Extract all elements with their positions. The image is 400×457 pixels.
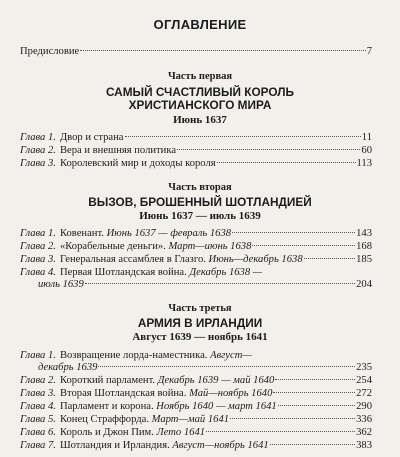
chapter-title: «Корабельные деньги».	[59, 241, 166, 252]
toc-entry[interactable]	[20, 388, 372, 400]
chapter-title: Ковенант.	[59, 228, 104, 239]
page-number: 168	[356, 241, 372, 252]
chapter-number: Глава 2.	[20, 375, 56, 386]
chapter-date: Декабрь 1638 —	[189, 267, 263, 278]
part-title: АРМИЯ В ИРЛАНДИИ	[137, 316, 263, 330]
part-dates: Июнь 1637 — июль 1639	[139, 210, 261, 222]
chapter-number: Глава 2.	[20, 145, 56, 156]
leader-dots	[125, 136, 361, 137]
chapter-date: Март—май 1641	[151, 414, 230, 425]
chapter-date-continued: июль 1639	[38, 279, 84, 290]
chapter-date: Июнь—декабрь 1638	[208, 254, 303, 265]
chapter-number: Глава 4.	[20, 401, 56, 412]
leader-dots	[304, 258, 355, 259]
chapter-date: Лето 1641	[156, 427, 206, 438]
part-label: Часть первая	[167, 71, 233, 82]
leader-dots	[273, 392, 355, 393]
chapter-title: Вера и внешняя политика	[59, 145, 177, 156]
chapter-date: Май—ноябрь 1640	[189, 388, 273, 399]
page-number: 235	[356, 362, 372, 373]
part-label: Часть третья	[168, 303, 232, 314]
page-number: 60	[361, 145, 372, 156]
toc-entry[interactable]	[20, 132, 372, 144]
chapter-number: Глава 5.	[20, 414, 56, 425]
page-number: 11	[361, 132, 372, 143]
part-label: Часть вторая	[168, 182, 232, 193]
chapter-title: Генеральная ассамблея в Глазго.	[59, 254, 206, 265]
leader-dots	[177, 149, 360, 150]
chapter-title: Возвращение лорда-наместника.	[59, 350, 208, 361]
chapter-number: Глава 6.	[20, 427, 56, 438]
leader-dots	[270, 444, 355, 445]
page-number: 290	[356, 401, 372, 412]
chapter-date-continued: декабрь 1639	[38, 362, 98, 373]
toc-entry[interactable]	[20, 375, 372, 387]
leader-dots	[85, 283, 355, 284]
toc-entry[interactable]	[20, 228, 372, 240]
leader-dots	[80, 50, 365, 51]
chapter-title: Первая Шотландская война.	[59, 267, 187, 278]
page-number: 336	[356, 414, 372, 425]
chapter-date: Август—ноябрь 1641	[172, 440, 269, 451]
toc-entry[interactable]	[20, 414, 372, 426]
chapter-number: Глава 3.	[20, 158, 56, 169]
entry-label: Предисловие	[20, 46, 80, 57]
part-title: ВЫЗОВ, БРОШЕННЫЙ ШОТЛАНДИЕЙ	[88, 195, 312, 209]
chapter-number: Глава 1.	[20, 132, 56, 143]
chapter-title: Парламент и корона.	[59, 401, 154, 412]
chapter-number: Глава 3.	[20, 254, 56, 265]
leader-dots	[206, 431, 355, 432]
leader-dots	[275, 379, 355, 380]
leader-dots	[278, 405, 355, 406]
chapter-number: Глава 1.	[20, 228, 56, 239]
chapter-number: Глава 1.	[20, 350, 56, 361]
chapter-title: Шотландия и Ирландия.	[59, 440, 170, 451]
toc-entry[interactable]	[20, 350, 372, 362]
chapter-number: Глава 2.	[20, 241, 56, 252]
leader-dots	[98, 366, 355, 367]
chapter-number: Глава 3.	[20, 388, 56, 399]
toc-entry-preface[interactable]	[20, 46, 372, 58]
part-title: ХРИСТИАНСКОГО МИРА	[128, 98, 272, 112]
page-number: 204	[356, 279, 372, 290]
toc-entry[interactable]	[20, 254, 372, 266]
leader-dots	[232, 232, 355, 233]
leader-dots	[252, 245, 355, 246]
page-number: 383	[356, 440, 372, 451]
page-number: 254	[356, 375, 372, 386]
part-dates: Июнь 1637	[173, 114, 227, 126]
chapter-title: Конец Страффорда.	[59, 414, 150, 425]
chapter-date: Декабрь 1639 — май 1640	[157, 375, 275, 386]
toc-entry-continuation[interactable]	[38, 362, 372, 374]
chapter-date: Июнь 1637 — февраль 1638	[106, 228, 232, 239]
page-number: 143	[356, 228, 372, 239]
chapter-title: Король и Джон Пим.	[59, 427, 154, 438]
part-title: САМЫЙ СЧАСТЛИВЫЙ КОРОЛЬ	[105, 85, 295, 99]
toc-entry[interactable]	[20, 241, 372, 253]
chapter-title: Короткий парламент.	[59, 375, 156, 386]
leader-dots	[217, 162, 356, 163]
toc-entry-continuation[interactable]	[38, 279, 372, 291]
chapter-title: Королевский мир и доходы короля	[59, 158, 216, 169]
toc-entry[interactable]	[20, 401, 372, 413]
toc-entry[interactable]	[20, 145, 372, 157]
chapter-date: Август—	[210, 350, 252, 361]
chapter-number: Глава 4.	[20, 267, 56, 278]
page-number: 113	[356, 158, 372, 169]
toc-entry[interactable]	[20, 158, 372, 170]
chapter-title: Двор и страна	[59, 132, 124, 143]
page-number: 362	[356, 427, 372, 438]
page-number: 272	[356, 388, 372, 399]
toc-title: ОГЛАВЛЕНИЕ	[153, 17, 247, 32]
page-number: 185	[356, 254, 372, 265]
toc-entry[interactable]	[20, 440, 372, 452]
chapter-title: Вторая Шотландская война.	[59, 388, 187, 399]
chapter-date: Март—июнь 1638	[168, 241, 252, 252]
chapter-number: Глава 7.	[20, 440, 56, 451]
page-number: 7	[366, 46, 372, 57]
chapter-date: Ноябрь 1640 — март 1641	[156, 401, 277, 412]
leader-dots	[230, 418, 355, 419]
toc-entry[interactable]	[20, 427, 372, 439]
toc-entry[interactable]	[20, 267, 372, 279]
part-dates: Август 1639 — ноябрь 1641	[132, 331, 268, 343]
